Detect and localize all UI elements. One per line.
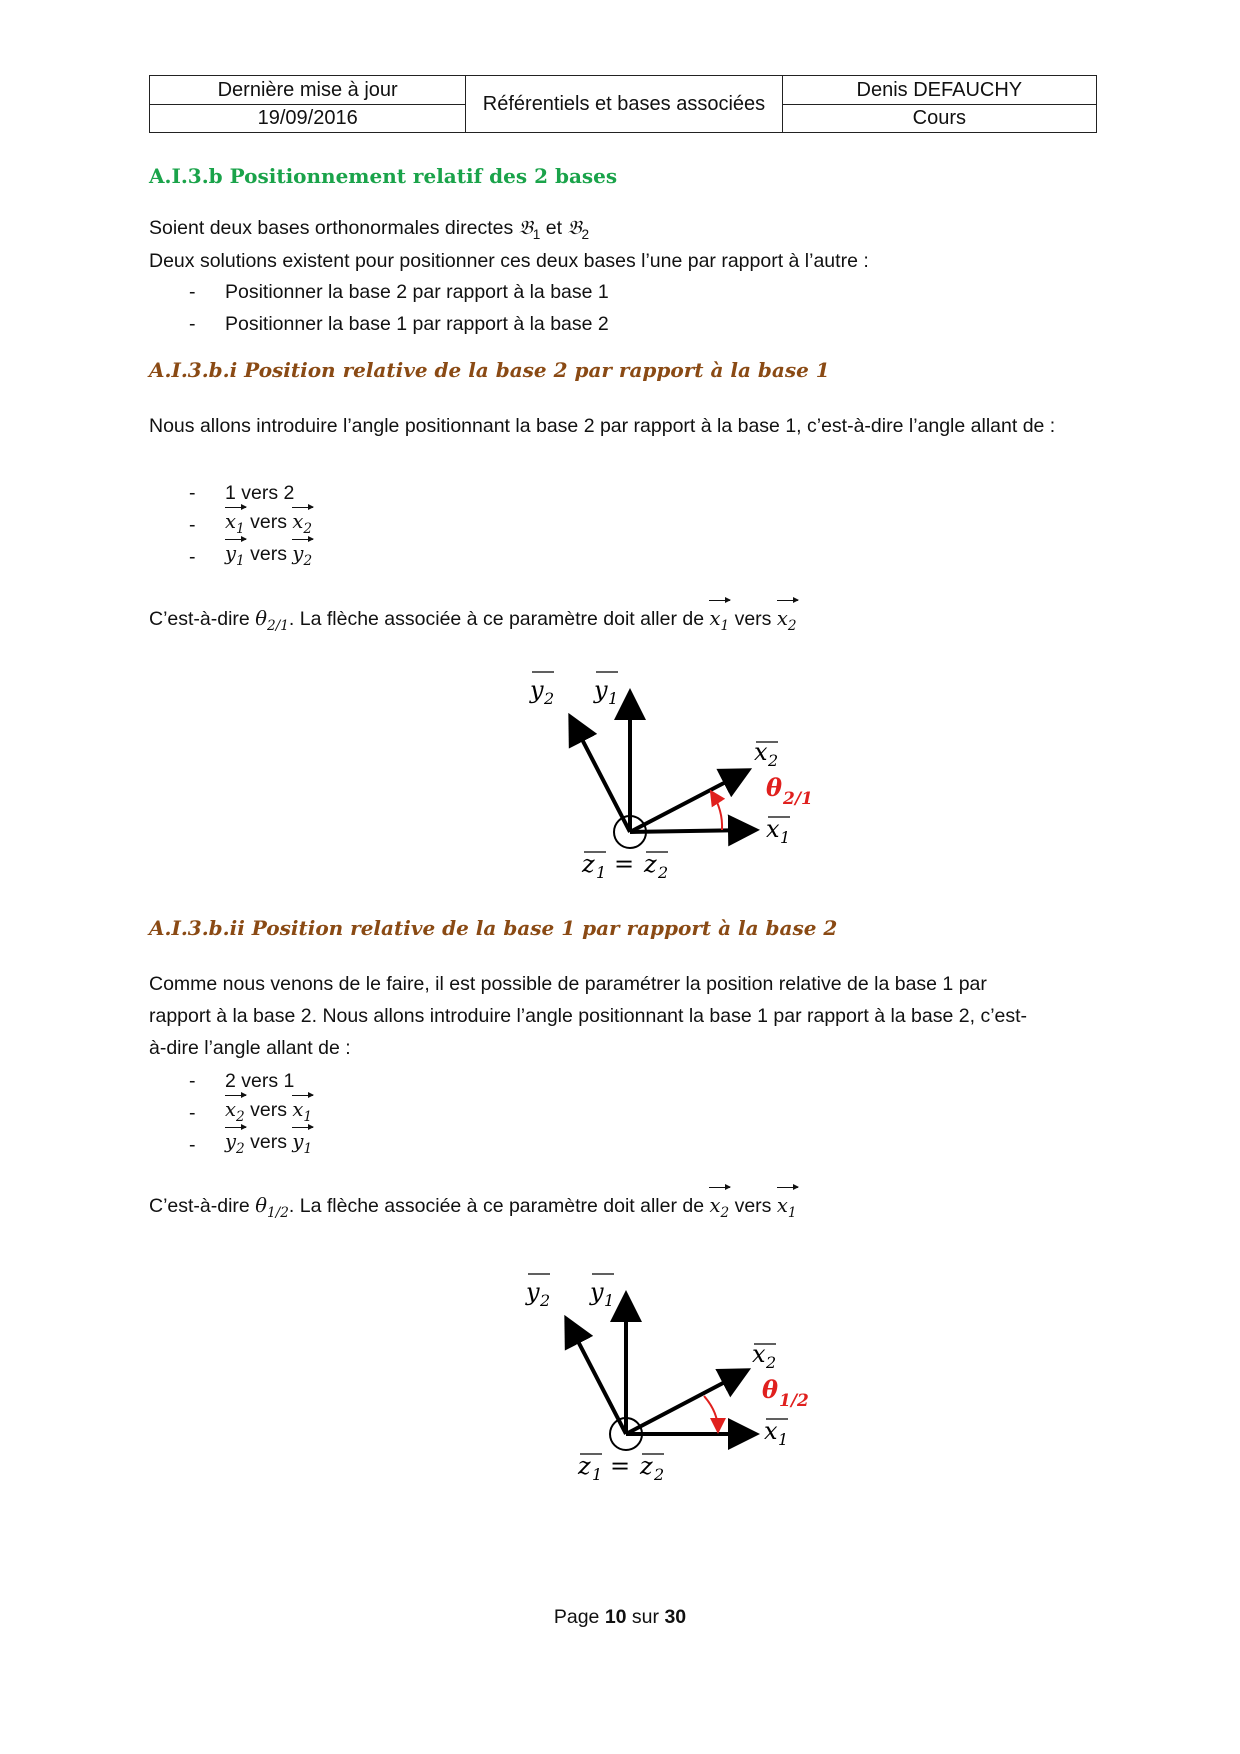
paragraph-section-ii-line2: rapport à la base 2. Nous allons introduire l’angle positionnant la base 1 par rapport à la base 2, c’est- [149, 1005, 1028, 1027]
svg-text:2: 2 [540, 1291, 551, 1310]
page-number: 10 [604, 1606, 627, 1628]
heading-section-b: A.I.3.b Positionnement relatif des 2 bases [149, 164, 618, 188]
svg-text:z: z [640, 1452, 653, 1480]
paragraph-section-i: Nous allons introduire l’angle positionnant la base 2 par rapport à la base 1, c’est-à-dire l’angle allant de : [149, 415, 1056, 437]
svg-text:x: x [766, 815, 780, 843]
item-x2-vers-x1: $x_2$ vers $x_1$ [225, 1098, 313, 1125]
label-y2 [529, 672, 554, 708]
base1-symbol: 𝔅 [518, 216, 533, 239]
svg-text:x: x [752, 1340, 766, 1368]
document-type: Cours [782, 104, 1096, 133]
svg-text:1: 1 [604, 1291, 615, 1310]
y2-axis [572, 720, 630, 832]
svg-text:y: y [526, 1278, 540, 1306]
heading-section-ii: A.I.3.b.ii Position relative de la base 1 par rapport à la base 2 [149, 916, 838, 940]
svg-text:1: 1 [592, 1465, 603, 1484]
svg-text:2: 2 [658, 863, 669, 882]
y2-axis [568, 1322, 626, 1434]
x2-axis [630, 772, 745, 832]
svg-text:z: z [644, 850, 657, 878]
svg-text:1/2: 1/2 [779, 1391, 809, 1411]
label-y2 [525, 1274, 550, 1310]
label-x1 [764, 1417, 788, 1449]
header-table [149, 75, 1097, 133]
svg-text:2: 2 [544, 689, 555, 708]
item-y1-vers-y2: $y_1$ vers $y_2$ [225, 542, 313, 569]
label-x2 [754, 738, 778, 770]
bullet-dash: - [189, 281, 196, 303]
item-2-vers-1: 2 vers 1 [225, 1070, 295, 1092]
svg-text:2: 2 [654, 1465, 665, 1484]
paragraph-section-ii-line1: Comme nous venons de le faire, il est possible de paramétrer la position relative de la base 1 par [149, 973, 987, 995]
svg-text:x: x [754, 738, 768, 766]
label-z1-eq-z2 [581, 850, 668, 882]
figure-base1-relative-base2 [496, 1262, 876, 1492]
and-word: et [540, 217, 568, 239]
svg-text:1: 1 [596, 863, 607, 882]
label-theta [766, 773, 813, 809]
author: Denis DEFAUCHY [782, 76, 1096, 105]
bullet-dash: - [189, 546, 196, 568]
paragraph-section-ii-line3: à-dire l’angle allant de : [149, 1037, 351, 1059]
svg-text:y: y [530, 676, 544, 704]
page-total: 30 [664, 1606, 687, 1628]
svg-text:z: z [582, 850, 595, 878]
angle-arc [712, 793, 722, 830]
svg-text:θ: θ [766, 773, 783, 802]
conclusion-section-i: C’est-à-dire $\theta_{2/1}$. La flèche associée à ce paramètre doit aller de $x_1$ vers $x_2$ [149, 603, 797, 642]
heading-section-i: A.I.3.b.i Position relative de la base 2 par rapport à la base 1 [149, 358, 830, 382]
bullet-dash: - [189, 1134, 196, 1156]
intro-line-2: Deux solutions existent pour positionner ces deux bases l’une par rapport à l’autre : [149, 250, 869, 272]
label-z1-eq-z2 [577, 1452, 664, 1484]
base1-sub: 1 [532, 226, 541, 242]
bullet-dash: - [189, 482, 196, 504]
svg-text:1: 1 [778, 1430, 789, 1449]
svg-text:=: = [614, 850, 635, 878]
svg-text:2/1: 2/1 [783, 789, 813, 809]
page-footer: Page 10 sur 30 [553, 1606, 687, 1628]
label-x1 [766, 815, 790, 847]
update-label: Dernière mise à jour [150, 76, 466, 105]
figure-base2-relative-base1 [500, 660, 880, 890]
svg-text:y: y [590, 1278, 604, 1306]
bullet-dash: - [189, 1070, 196, 1092]
label-x2 [752, 1340, 776, 1372]
bullet-item: Positionner la base 2 par rapport à la base 1 [225, 281, 609, 303]
svg-text:y: y [594, 676, 608, 704]
x1-axis [630, 830, 752, 832]
intro-prefix: Soient deux bases orthonormales directes [149, 217, 519, 239]
svg-text:x: x [764, 1417, 778, 1445]
svg-text:z: z [578, 1452, 591, 1480]
bullet-dash: - [189, 1102, 196, 1124]
bullet-dash: - [189, 514, 196, 536]
item-x1-vers-x2: $x_1$ vers $x_2$ [225, 510, 313, 537]
base2-sub: 2 [581, 226, 590, 242]
svg-text:2: 2 [766, 1353, 777, 1372]
svg-text:2: 2 [768, 751, 779, 770]
item-y2-vers-y1: $y_2$ vers $y_1$ [225, 1130, 313, 1157]
base2-symbol: 𝔅 [567, 216, 582, 239]
label-y1 [589, 1274, 614, 1310]
svg-text:=: = [610, 1452, 631, 1480]
document-title: Référentiels et bases associées [466, 76, 782, 133]
svg-text:θ: θ [762, 1375, 779, 1404]
bullet-item: Positionner la base 1 par rapport à la base 2 [225, 313, 609, 335]
svg-text:1: 1 [780, 828, 791, 847]
x2-axis [626, 1372, 744, 1434]
svg-text:1: 1 [608, 689, 619, 708]
label-y1 [593, 672, 618, 708]
label-theta [762, 1375, 809, 1411]
bullet-dash: - [189, 313, 196, 335]
conclusion-section-ii: C’est-à-dire $\theta_{1/2}$. La flèche associée à ce paramètre doit aller de $x_2$ vers $x_1$ [149, 1190, 797, 1229]
update-date: 19/09/2016 [150, 104, 466, 133]
item-1-vers-2: 1 vers 2 [225, 482, 295, 504]
angle-arc [704, 1396, 718, 1430]
